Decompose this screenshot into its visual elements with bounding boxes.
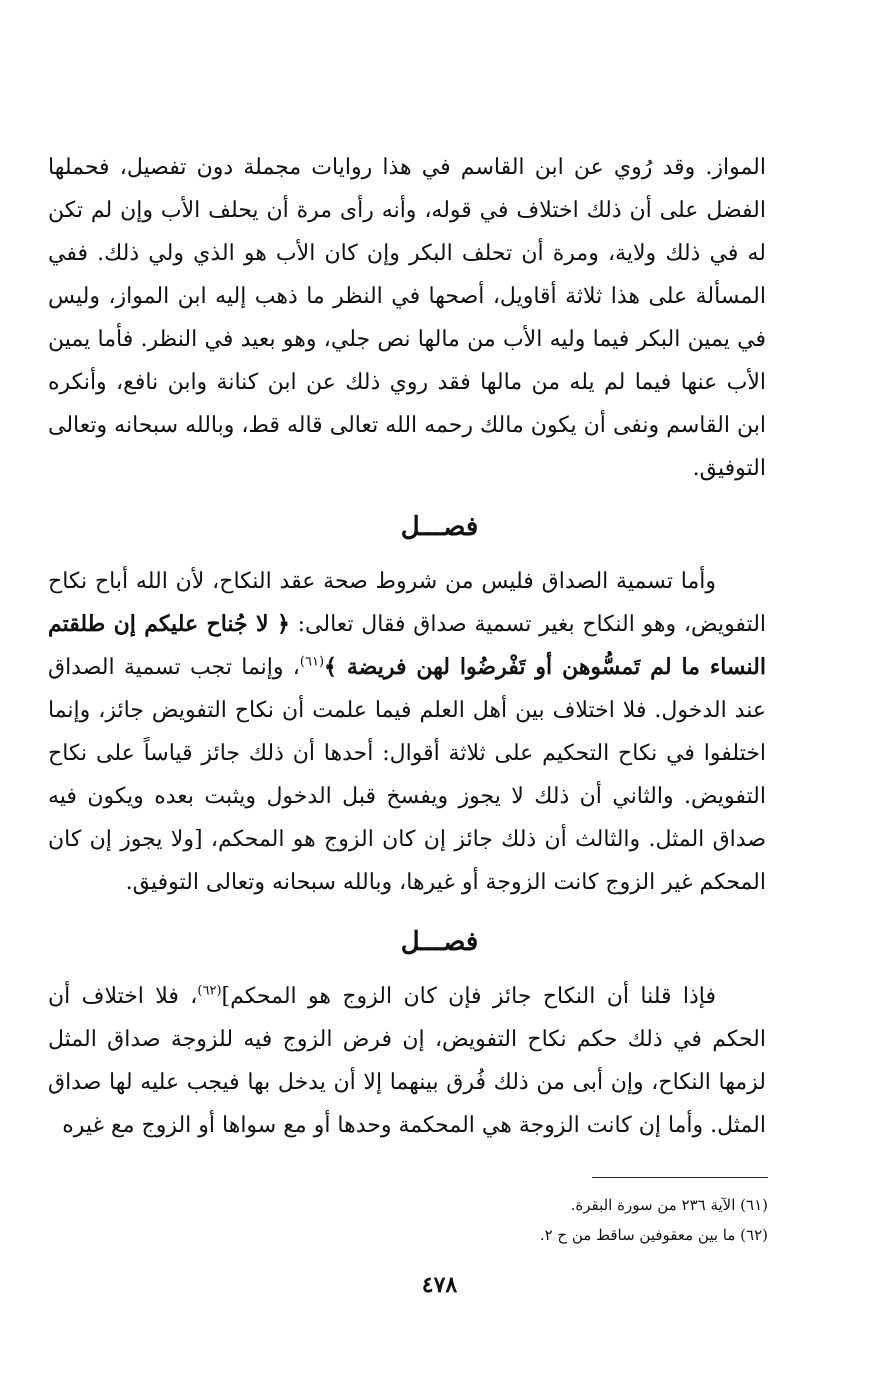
page-number: ٤٧٨	[421, 1272, 458, 1298]
footnote-62: (٦٢) ما بين معقوفين ساقط من ح ٢.	[539, 1226, 768, 1244]
paragraph-3-part-b: ، فلا اختلاف أن الحكم في ذلك حكم نكاح التفويض، إن فرض الزوج فيه للزوجة صداق المثل لزمها النكاح، وإن أبى من ذلك فُرق بينهما إلا أن يدخل بها فيجب عليه لها صداق المثل. وأما إن كانت الزوجة هي المحكمة وحدها أو مع سواها أو الزوج مع غيره	[48, 984, 766, 1138]
paragraph-2	[48, 560, 766, 904]
footnote-61: (٦١) الآية ٢٣٦ من سورة البقرة.	[570, 1196, 768, 1214]
section-heading-1: فصـــل	[400, 512, 479, 542]
paragraph-2-text	[48, 560, 766, 904]
paragraph-1	[48, 146, 766, 490]
paragraph-3	[48, 975, 766, 1147]
paragraph-3-part-a: فإذا قلنا أن النكاح جائز فإن كان الزوج هو المحكم]	[221, 984, 716, 1009]
footnote-ref-61: (٦١)	[299, 654, 325, 670]
quran-verse: ﴿ لا جُناح عليكم إن طلقتم النساء ما لم تَمسُّوهن أو تَفْرضُوا لهن فريضة ﴾	[48, 611, 766, 680]
paragraph-1-text: المواز. وقد رُوي عن ابن القاسم في هذا روايات مجملة دون تفصيل، فحملها الفضل على أن ذلك اختلاف في قوله، وأنه رأى مرة أن يحلف الأب وإن لم تكن له في ذلك ولاية، ومرة أن تحلف البكر وإن كان الأب هو الذي ولي ذلك. ففي المسألة على هذا ثلاثة أقاويل، أصحها في النظر ما ذهب إليه ابن المواز، وليس في يمين البكر فيما وليه الأب من مالها نص جلي، وهو بعيد في النظر. فأما يمين الأب عنها فيما لم يله من مالها فقد روي ذلك عن ابن كنانة وابن نافع، وأنكره ابن القاسم ونفى أن يكون مالك رحمه الله تعالى قاله قط، وبالله سبحانه وتعالى التوفيق.	[48, 155, 766, 481]
footnote-divider	[592, 1177, 768, 1178]
section-heading-2: فصـــل	[400, 927, 479, 957]
footnotes	[148, 1190, 768, 1250]
paragraph-2-part-a: وأما تسمية الصداق فليس من شروط صحة عقد النكاح، لأن الله أباح نكاح التفويض، وهو النكاح بغير تسمية صداق فقال تعالى:	[48, 569, 767, 637]
paragraph-2-part-b: ، وإنما تجب تسمية الصداق عند الدخول. فلا اختلاف بين أهل العلم فيما علمت أن نكاح التفويض جائز، وإنما اختلفوا في نكاح التحكيم على ثلاثة أقوال: أحدها أن ذلك جائز قياساً على نكاح التفويض. والثاني أن ذلك لا يجوز ويفسخ قبل الدخول ويثبت بعده ويكون فيه صداق المثل. والثالث أن ذلك جائز إن كان الزوج هو المحكم، [ولا يجوز إن كان المحكم غير الزوج كانت الزوجة أو غيرها، وبالله سبحانه وتعالى التوفيق.	[48, 655, 766, 895]
footnote-ref-62: (٦٢)	[197, 983, 222, 999]
paragraph-3-text	[48, 975, 766, 1147]
